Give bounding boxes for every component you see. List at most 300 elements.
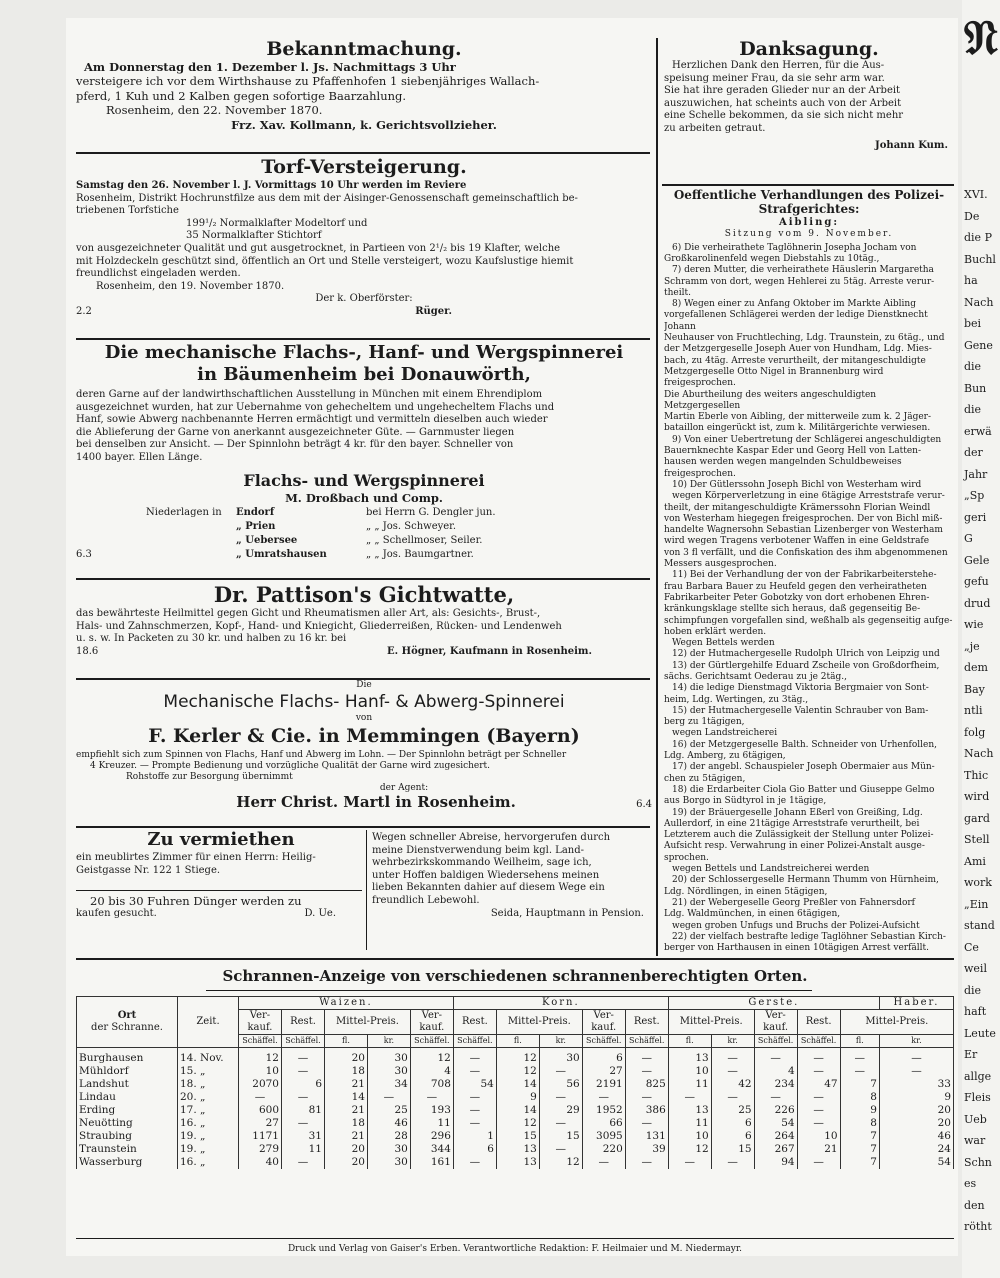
cell-value: — [754, 1091, 797, 1104]
cell-value: — [582, 1156, 625, 1169]
strip-line: Jahr [964, 467, 988, 481]
cell-value: — [668, 1156, 711, 1169]
ad-office: Der k. Oberförster: [315, 293, 413, 305]
header-ort: Ort der Schranne. [77, 997, 178, 1048]
strip-line: drud [964, 596, 991, 610]
cell-value: 9 [496, 1091, 539, 1104]
ad-signature-row [76, 646, 652, 659]
ad-line: freundlich Lebewohl. [372, 894, 480, 906]
divider [76, 890, 362, 891]
ad-title: Mechanische Flachs- Hanf- & Abwerg-Spinnerei [163, 692, 565, 713]
cell-value: 9 [879, 1091, 953, 1104]
cell-ort: Burghausen [77, 1048, 178, 1066]
divider [76, 826, 650, 828]
cell-value: 226 [754, 1104, 797, 1117]
table-row [77, 1156, 954, 1169]
ad-kerler [76, 680, 652, 820]
cell-value: 14 [496, 1104, 539, 1117]
cell-value: — [282, 1065, 325, 1078]
header-subcol: Ver-kauf. [239, 1010, 282, 1035]
ad-line: zu arbeiten getraut. [664, 122, 766, 134]
cell-value: — [797, 1156, 840, 1169]
cell-value: 825 [625, 1078, 668, 1091]
ad-title: Danksagung. [739, 38, 879, 60]
table-row [77, 1143, 954, 1156]
cell-zeit: 14. Nov. [178, 1048, 239, 1066]
strip-line: folg [964, 725, 986, 739]
ad-line: versteigere ich vor dem Wirthshause zu Pfaffenhofen 1 siebenjähriges Wallach- [76, 74, 540, 89]
cell-zeit: 16. „ [178, 1117, 239, 1130]
cell-value: 39 [625, 1143, 668, 1156]
cell-value: 296 [410, 1130, 453, 1143]
ad-line: freundlichst eingeladen werden. [76, 268, 241, 280]
ad-agent-row [76, 792, 652, 812]
cell-value: 54 [453, 1078, 496, 1091]
cell-value: 11 [282, 1143, 325, 1156]
cell-value: 20 [879, 1104, 953, 1117]
places-list [76, 507, 652, 567]
cell-value: — [797, 1104, 840, 1117]
verdict-line: bach, zu 4täg. Arreste verurtheilt, der mitangeschuldigte [664, 355, 926, 366]
divider [76, 958, 954, 960]
strip-line: der [964, 446, 983, 459]
strip-line: die [964, 983, 982, 997]
header-unit: kr. [367, 1035, 410, 1048]
header-unit: Schäffel. [453, 1035, 496, 1048]
strip-line: die P [964, 231, 992, 244]
strip-line: Ueb [964, 1112, 987, 1126]
verdict-line: 22) der vielfach bestrafte ledige Taglöhner Sebastian Kirch- [672, 931, 946, 942]
header-subcol: Mittel-Preis. [668, 1010, 754, 1035]
ad-title: Dr. Pattison's Gichtwatte, [213, 582, 515, 607]
verdict-line: 10) Der Gütlerssohn Joseph Bichl von Westerham wird [672, 479, 922, 490]
header-unit: Schäffel. [410, 1035, 453, 1048]
cell-value: — [282, 1117, 325, 1130]
cell-ort: Traunstein [77, 1143, 178, 1156]
cell-value: 34 [367, 1078, 410, 1091]
cell-value: 21 [797, 1143, 840, 1156]
ad-bekanntmachung [76, 38, 652, 150]
table-row [77, 1091, 954, 1104]
place-agent: „ „ Schellmoser, Seiler. [366, 534, 483, 546]
cell-value: 193 [410, 1104, 453, 1117]
cell-value: 13 [668, 1104, 711, 1117]
ad-danksagung [664, 38, 954, 186]
divider [206, 990, 812, 991]
cell-value: 4 [410, 1065, 453, 1078]
cell-value: 24 [879, 1143, 953, 1156]
cell-value: 1171 [239, 1130, 282, 1143]
strip-line: XVI. [964, 188, 988, 201]
table-row [77, 1130, 954, 1143]
cell-value: 131 [625, 1130, 668, 1143]
strip-line: war [964, 1134, 986, 1147]
cell-value: 6 [711, 1117, 754, 1130]
cell-value: — [282, 1156, 325, 1169]
verdict-line: heim, Ldg. Wertingen, zu 3täg., [664, 694, 809, 705]
verdict-line: 16) der Metzgergeselle Balth. Schneider von Urhenfollen, [672, 739, 938, 750]
cell-value: 6 [711, 1130, 754, 1143]
cell-value: 20 [325, 1156, 368, 1169]
header-unit: kr. [711, 1035, 754, 1048]
cell-zeit: 17. „ [178, 1104, 239, 1117]
cell-value: 220 [582, 1143, 625, 1156]
table-header [77, 997, 954, 1048]
masthead-fragment: 𝔑 [964, 10, 999, 66]
header-unit: Schäffel. [582, 1035, 625, 1048]
cell-value: 6 [582, 1048, 625, 1066]
cell-value: — [539, 1117, 582, 1130]
header-unit: fl. [325, 1035, 368, 1048]
header-subcol: Rest. [282, 1010, 325, 1035]
verdict-line: aus Borgo in Südtyrol in je 1tägige, [664, 796, 827, 807]
cell-value: — [453, 1117, 496, 1130]
header-subcol: Rest. [625, 1010, 668, 1035]
ad-title: Die mechanische Flachs-, Hanf- und Wergspinnerei [104, 342, 624, 363]
strip-line: die [964, 360, 982, 373]
verdict-list [664, 243, 954, 954]
ad-ref: D. Ue. [304, 908, 336, 920]
cell-value: 31 [282, 1130, 325, 1143]
cell-value: 20 [879, 1117, 953, 1130]
cell-value: — [840, 1065, 879, 1078]
cell-value: — [282, 1091, 325, 1104]
strip-line: „Ein [964, 897, 989, 911]
verdict-line: wegen Bettels und Landstreicherei werden [672, 864, 870, 875]
ad-line: bei denselben zur Ansicht. — Der Spinnlohn beträgt 4 kr. für den bayer. Schneller von [76, 439, 514, 451]
cell-value: 46 [367, 1117, 410, 1130]
cell-value: 14 [325, 1091, 368, 1104]
verdict-line: Neuhauser von Fruchtleching, Ldg. Traunstein, zu 6täg., und [664, 333, 945, 344]
cell-value: 21 [325, 1078, 368, 1091]
verdict-line: 15) der Hutmachergeselle Valentin Schrauber von Bam- [672, 705, 929, 716]
ad-line: Hals- und Zahnschmerzen, Kopf-, Hand- und Kniegicht, Gliederreißen, Rücken- und Lendenweh [76, 620, 562, 632]
ad-line: von ausgezeichneter Qualität und gut ausgetrocknet, in Partieen von 2¹/₂ bis 19 Klafter, welche [76, 242, 561, 254]
cell-value: 29 [539, 1104, 582, 1117]
cell-value: 14 [496, 1078, 539, 1091]
strip-line: Fleis [964, 1091, 991, 1104]
strip-line: Schn [964, 1155, 992, 1169]
cell-value: 12 [496, 1117, 539, 1130]
ad-number: 2.2 [76, 305, 92, 317]
cell-value: 81 [282, 1104, 325, 1117]
ad-line: Rosenheim, Distrikt Hochrunstfilze aus dem mit der Aisinger-Genossenschaft gemeinschaftlich be- [76, 192, 578, 204]
verdict-line: chen zu 5tägigen, [664, 773, 746, 784]
strip-line: geri [964, 510, 987, 524]
cell-value: 10 [239, 1065, 282, 1078]
cell-value: 13 [496, 1156, 539, 1169]
cell-value: — [582, 1091, 625, 1104]
cell-value: — [625, 1117, 668, 1130]
cell-value: 25 [711, 1104, 754, 1117]
verdict-line: von 3 fl verfällt, und die Confiskation des ihm abgenommenen [664, 547, 948, 558]
cell-value: — [282, 1048, 325, 1066]
ad-line: Wegen schneller Abreise, hervorgerufen durch [372, 832, 611, 843]
ad-signature: E. Högner, Kaufmann in Rosenheim. [387, 645, 592, 657]
cell-value: 4 [754, 1065, 797, 1078]
ad-line: Rohstoffe zur Besorgung übernimmt [126, 772, 293, 783]
header-unit: fl. [668, 1035, 711, 1048]
verdict-line: von Westerham hiegegen freigesprochen. Der von Bichl miß- [664, 513, 943, 524]
cell-value: — [239, 1091, 282, 1104]
ad-line: eine Schelle bekommen, da sie sich nicht mehr [664, 110, 904, 122]
place-name: „ Umratshausen [236, 548, 327, 560]
header-unit: Schäffel. [797, 1035, 840, 1048]
cell-value: — [625, 1091, 668, 1104]
ad-abschied [372, 832, 654, 952]
cell-value: 15 [711, 1143, 754, 1156]
header-subcol: Ver-kauf. [754, 1010, 797, 1035]
verdict-line: handelte Wagnersohn Sebastian Lizenberger von Westerham [664, 525, 943, 536]
strip-line: den [964, 1198, 985, 1212]
ad-line: Samstag den 26. November l. J. Vormittags 10 Uhr werden im Reviere [76, 180, 467, 191]
verdict-line: 20) der Schlossergeselle Hermann Thumm von Hürnheim, [672, 875, 939, 886]
cell-value: 54 [879, 1156, 953, 1169]
cell-ort: Erding [77, 1104, 178, 1117]
verdict-line: 7) deren Mutter, die verheirathete Häuslerin Margaretha [672, 265, 934, 276]
cell-value: 25 [367, 1104, 410, 1117]
cell-value: 234 [754, 1078, 797, 1091]
place-agent: „ „ Jos. Baumgartner. [366, 548, 474, 560]
verdict-line: Wegen Bettels werden [672, 638, 775, 649]
places-label: Niederlagen in [146, 506, 222, 518]
cell-value: — [453, 1091, 496, 1104]
ad-number: 18.6 [76, 645, 99, 657]
ad-line: Herzlichen Dank den Herren, für die Aus- [672, 60, 885, 71]
verdict-line: Messers ausgesprochen. [664, 559, 777, 570]
footer-imprint: Druck und Verlag von Gaiser's Erben. Verantwortliche Redaktion: F. Heilmaier und M. Niedermayr. [287, 1244, 743, 1254]
cell-value: — [797, 1117, 840, 1130]
cell-value: 20 [325, 1048, 368, 1066]
cell-value: — [711, 1156, 754, 1169]
section-place: Aibling: [778, 216, 840, 228]
strip-line: ntli [964, 704, 983, 717]
table-body [77, 1048, 954, 1170]
header-grain: Korn. [453, 997, 668, 1010]
place-agent: bei Herrn G. Dengler jun. [366, 506, 496, 518]
strip-line: „Sp [964, 489, 985, 502]
cell-zeit: 19. „ [178, 1143, 239, 1156]
adjacent-page-strip [962, 0, 1000, 1278]
cell-value: 708 [410, 1078, 453, 1091]
cell-value: 42 [711, 1078, 754, 1091]
verdict-line: bataillon eingerückt ist, zum k. Militärgerichte verwiesen. [664, 423, 931, 434]
cell-value: — [797, 1091, 840, 1104]
ad-signature: Frz. Xav. Kollmann, k. Gerichtsvollzieher. [231, 117, 497, 132]
ad-line: triebenen Torfstiche [76, 205, 179, 217]
cell-value: 18 [325, 1117, 368, 1130]
header-unit: kr. [539, 1035, 582, 1048]
verdict-line: sächs. Gerichtsamt Oederau zu je 2täg., [664, 671, 847, 682]
cell-value: — [711, 1065, 754, 1078]
cell-value: — [539, 1143, 582, 1156]
cell-value: 11 [410, 1117, 453, 1130]
strip-line: Gele [964, 553, 990, 567]
verdict-line: Ldg. Amberg, zu 6tägigen, [664, 751, 786, 762]
strip-line: ha [964, 274, 978, 287]
ad-line: Hanf, sowie Abwerg nachbenannte Herren ermächtigt und vermitteln dieselben auch wieder [76, 414, 548, 426]
verdict-line: hoben erklärt werden. [664, 626, 767, 637]
header-unit: Schäffel. [625, 1035, 668, 1048]
strip-line: weil [964, 962, 987, 975]
cell-value: 56 [539, 1078, 582, 1091]
ad-line: 4 Kreuzer. — Prompte Bedienung und vorzügliche Qualität der Garne wird zugesichert. [90, 760, 491, 771]
cell-value: 600 [239, 1104, 282, 1117]
cell-value: 30 [539, 1048, 582, 1066]
cell-value: — [879, 1048, 953, 1066]
ad-signature: Rüger. [415, 305, 452, 317]
cell-value: 10 [668, 1130, 711, 1143]
cell-value: 54 [754, 1117, 797, 1130]
ad-vermiethen [76, 830, 366, 880]
cell-value: 30 [367, 1143, 410, 1156]
cell-value: 12 [239, 1048, 282, 1066]
ad-line: die Ablieferung der Garne von anerkannt ausgezeichneter Güte. — Garnmuster liegen [76, 426, 515, 438]
strip-line: gard [964, 811, 990, 825]
ad-line: unter Hoffen baldigen Wiedersehens meinen [372, 869, 600, 881]
cell-value: — [754, 1048, 797, 1066]
section-session: Sitzung vom 9. November. [724, 229, 894, 240]
cell-value: 40 [239, 1156, 282, 1169]
strip-line: „je [964, 639, 980, 653]
strip-text [964, 184, 996, 1238]
cell-value: 12 [410, 1048, 453, 1066]
cell-value: — [625, 1048, 668, 1066]
verdict-line: Fabrikarbeiter Peter Gobotzky von dort erhobenen Ehren- [664, 592, 930, 603]
verdict-line: Aullerdorf, in eine 21tägige Arreststrafe verurtheilt, bei [664, 818, 920, 829]
verdict-line: sprochen. [664, 852, 709, 863]
strip-line: erwä [964, 424, 992, 438]
ad-agent-label: der Agent: [379, 783, 429, 794]
cell-value: — [797, 1048, 840, 1066]
cell-value: — [453, 1048, 496, 1066]
strip-line: die [964, 403, 982, 416]
cell-value: 30 [367, 1156, 410, 1169]
cell-value: — [453, 1065, 496, 1078]
cell-value: — [539, 1065, 582, 1078]
cell-value: 1 [453, 1130, 496, 1143]
ad-prefix: von [355, 713, 373, 724]
cell-ort: Landshut [77, 1078, 178, 1091]
cell-value: — [625, 1156, 668, 1169]
column-divider [656, 38, 658, 956]
cell-value: 1952 [582, 1104, 625, 1117]
cell-value: 94 [754, 1156, 797, 1169]
strip-line: haft [964, 1005, 987, 1018]
cell-value: 6 [282, 1078, 325, 1091]
cell-value: — [840, 1048, 879, 1066]
strip-line: rötht [964, 1220, 992, 1233]
cell-value: — [539, 1091, 582, 1104]
verdict-line: 21) der Webergeselle Georg Preßler von Fahnersdorf [672, 897, 916, 908]
strip-line: bei [964, 317, 982, 330]
header-subcol: Mittel-Preis. [325, 1010, 411, 1035]
verdict-line: wegen groben Unfugs und Bruchs der Polizei-Aufsicht [672, 920, 920, 931]
cell-ort: Straubing [77, 1130, 178, 1143]
verdict-line: 9) Von einer Uebertretung der Schlägerei angeschuldigten [672, 434, 942, 445]
cell-ort: Mühldorf [77, 1065, 178, 1078]
cell-value: 33 [879, 1078, 953, 1091]
strip-line: Ami [964, 854, 986, 868]
cell-value: 7 [840, 1143, 879, 1156]
place-agent: „ „ Jos. Schweyer. [366, 520, 457, 532]
ad-line: ein meublirtes Zimmer für einen Herrn: Heilig- [76, 852, 316, 863]
strip-line: allge [964, 1069, 992, 1083]
ad-number: 6.3 [76, 548, 92, 560]
verdict-line: frau Barbara Bauer zu Heufeld gegen den verheiratheten [664, 581, 927, 592]
ad-flachs-spinnerei [76, 342, 652, 592]
verdict-line: kränkungsklage stellte sich heraus, daß gegenseitig Be- [664, 604, 921, 615]
strip-line: work [964, 876, 992, 889]
verdict-line: Schramm von dort, wegen Hehlerei zu 5täg. Arreste verur- [664, 276, 935, 287]
cell-value: 18 [325, 1065, 368, 1078]
cell-value: 3095 [582, 1130, 625, 1143]
ad-title: Bekanntmachung. [266, 38, 462, 60]
ad-line: Sie hat ihre geraden Glieder nur an der Arbeit [664, 85, 901, 97]
table-row [77, 1065, 954, 1078]
cell-value: — [453, 1104, 496, 1117]
cell-value: — [367, 1091, 410, 1104]
cell-ort: Lindau [77, 1091, 178, 1104]
strip-line: wird [964, 790, 990, 803]
verdict-line: hausen werden wegen mangelnden Schuldbeweises freigesprochen. [664, 457, 902, 479]
ad-line: mit Holzdeckeln geschützt sind, öffentlich an Ort und Stelle versteigert, wozu Kaufslustige hiemit [76, 255, 574, 267]
ad-title: Zu vermiethen [147, 830, 295, 850]
cell-value: — [625, 1065, 668, 1078]
cell-value: 27 [582, 1065, 625, 1078]
header-unit: kr. [879, 1035, 953, 1048]
header-subcol: Ver-kauf. [582, 1010, 625, 1035]
ad-prefix: Die [356, 680, 372, 690]
ad-line: ausgezeichnet wurden, hat zur Uebernahme von gehecheltem und ungehecheltem Flachs und [76, 401, 555, 413]
ad-line: u. s. w. In Packeten zu 30 kr. und halben zu 16 kr. bei [76, 633, 347, 645]
verdict-line: Ldg. Nördlingen, in einen 5tägigen, [664, 886, 828, 897]
cell-value: 12 [668, 1143, 711, 1156]
cell-value: 7 [840, 1130, 879, 1143]
cell-value: 2070 [239, 1078, 282, 1091]
verdict-line: wird wegen Tragens verbotener Waffen in eine Geldstrafe [664, 536, 930, 547]
table-row [77, 1117, 954, 1130]
ad-firm: F. Kerler & Cie. in Memmingen (Bayern) [148, 724, 580, 747]
header-subcol: Mittel-Preis. [496, 1010, 582, 1035]
strip-line: Er [964, 1048, 978, 1061]
divider [76, 338, 650, 340]
verdict-line: 8) Wegen einer zu Anfang Oktober im Markte Aibling [672, 299, 916, 310]
verdict-line: Metzgergeselle Otto Nigel in Brannenburg wird freigesprochen. [664, 366, 884, 389]
strip-line: Buchl [964, 252, 996, 266]
divider [76, 152, 650, 154]
verdict-line: 11) Bei der Verhandlung der von der Fabrikarbeiterstehe- [672, 570, 937, 581]
divider [662, 184, 954, 186]
ad-line: Am Donnerstag den 1. Dezember l. Js. Nachmittags 3 Uhr [84, 60, 456, 74]
verdict-line: 17) der angebl. Schauspieler Joseph Obermaier aus Mün- [672, 762, 935, 773]
strip-line: Thic [964, 768, 989, 782]
ad-signature-row [76, 306, 652, 319]
header-unit: Schäffel. [282, 1035, 325, 1048]
cell-value: 12 [496, 1065, 539, 1078]
ad-line: auszuwichen, hat scheints auch von der Arbeit [664, 97, 902, 109]
verdict-line: theilt, der mitangeschuldigte Krämerssohn Florian Weindl [664, 502, 931, 513]
verdict-line: 14) die ledige Dienstmagd Viktoria Bergmaier von Sont- [672, 683, 929, 694]
divider [366, 830, 367, 950]
verdict-line: 6) Die verheirathete Taglöhnerin Josepha Jocham von [672, 242, 917, 253]
header-unit: fl. [840, 1035, 879, 1048]
ad-signature: Seida, Hauptmann in Pension. [490, 907, 644, 919]
strip-line: Nach [964, 747, 994, 760]
ad-date: Rosenheim, den 22. November 1870. [106, 103, 323, 118]
ad-line: deren Garne auf der landwirthschaftlichen Ausstellung in München mit einem Ehrendiplom [76, 389, 543, 400]
ad-torf-versteigerung [76, 156, 652, 352]
